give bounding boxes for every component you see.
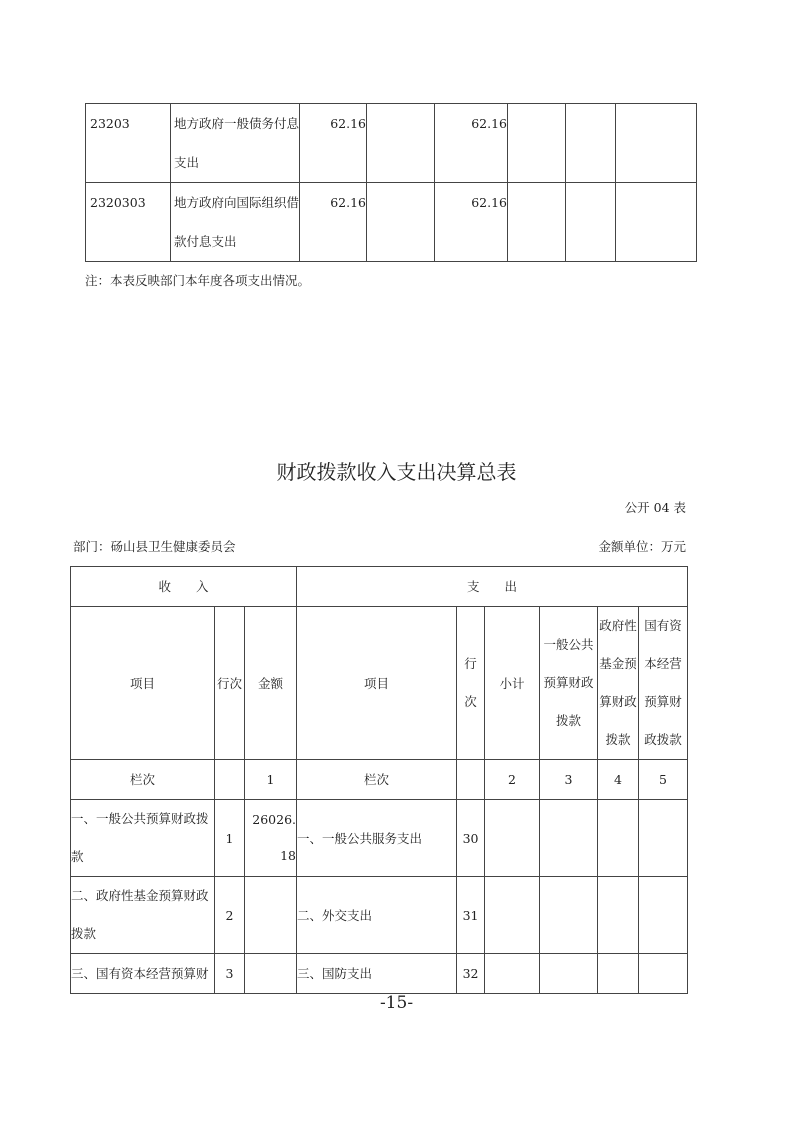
index-cell: 3 xyxy=(540,760,598,800)
col-header-state-capital: 国有资本经营预算财政拨款 xyxy=(639,607,688,760)
table-row xyxy=(71,954,688,994)
index-cell: 2 xyxy=(485,760,540,800)
income-amount xyxy=(245,954,297,994)
income-item: 二、政府性基金预算财政拨款 xyxy=(71,877,215,954)
expense-group-header: 支 出 xyxy=(297,567,688,607)
col-header-general-budget: 一般公共预算财政拨款 xyxy=(540,607,598,760)
table-note: 注：本表反映部门本年度各项支出情况。 xyxy=(85,273,311,288)
col-header-income-line: 行次 xyxy=(215,607,245,760)
expense-item: 一、一般公共服务支出 xyxy=(297,800,457,877)
index-cell xyxy=(457,760,485,800)
table-row xyxy=(86,183,697,262)
total-amount: 62.16 xyxy=(300,183,367,262)
form-code: 公开 04 表 xyxy=(624,500,686,515)
amount-cell xyxy=(566,104,616,183)
amount-cell xyxy=(367,183,435,262)
amount-cell xyxy=(508,183,566,262)
page-number: -15- xyxy=(379,993,414,1013)
index-label: 栏次 xyxy=(71,760,215,800)
fiscal-appropriation-summary-table xyxy=(70,566,688,994)
table-row xyxy=(71,800,688,877)
group-header-row xyxy=(71,567,688,607)
expense-fund xyxy=(598,954,639,994)
expense-general xyxy=(540,800,598,877)
income-amount xyxy=(245,877,297,954)
expense-line: 30 xyxy=(457,800,485,877)
index-cell: 1 xyxy=(245,760,297,800)
income-group-header: 收 入 xyxy=(71,567,297,607)
col-header-income-item: 项目 xyxy=(71,607,215,760)
col-header-gov-fund: 政府性基金预算财政拨款 xyxy=(598,607,639,760)
col-header-expense-line: 行次 xyxy=(457,607,485,760)
expense-general xyxy=(540,954,598,994)
total-amount: 62.16 xyxy=(300,104,367,183)
expense-fund xyxy=(598,800,639,877)
income-line: 1 xyxy=(215,800,245,877)
amount-cell xyxy=(616,104,697,183)
expense-line: 32 xyxy=(457,954,485,994)
page-title: 财政拨款收入支出决算总表 xyxy=(276,460,517,484)
amount-cell: 62.16 xyxy=(435,104,508,183)
income-item: 一、一般公共预算财政拨款 xyxy=(71,800,215,877)
column-header-row xyxy=(71,607,688,760)
index-label: 栏次 xyxy=(297,760,457,800)
amount-cell xyxy=(367,104,435,183)
expense-state xyxy=(639,954,688,994)
expense-subtotal xyxy=(485,800,540,877)
index-cell xyxy=(215,760,245,800)
table-row xyxy=(86,104,697,183)
expense-fund xyxy=(598,877,639,954)
income-line: 2 xyxy=(215,877,245,954)
index-cell: 4 xyxy=(598,760,639,800)
amount-cell xyxy=(566,183,616,262)
subject-name: 地方政府向国际组织借款付息支出 xyxy=(171,183,300,262)
col-header-income-amount: 金额 xyxy=(245,607,297,760)
column-index-row xyxy=(71,760,688,800)
income-amount: 26026.18 xyxy=(245,800,297,877)
income-line: 3 xyxy=(215,954,245,994)
department-label: 部门：砀山县卫生健康委员会 xyxy=(73,539,236,554)
col-header-expense-item: 项目 xyxy=(297,607,457,760)
subject-code: 23203 xyxy=(86,104,171,183)
amount-cell xyxy=(508,104,566,183)
amount-cell xyxy=(616,183,697,262)
index-cell: 5 xyxy=(639,760,688,800)
expense-general xyxy=(540,877,598,954)
amount-cell: 62.16 xyxy=(435,183,508,262)
expense-line: 31 xyxy=(457,877,485,954)
subject-code: 2320303 xyxy=(86,183,171,262)
expense-state xyxy=(639,877,688,954)
table-row xyxy=(71,877,688,954)
expense-state xyxy=(639,800,688,877)
expense-subtotal xyxy=(485,877,540,954)
subject-name: 地方政府一般债务付息支出 xyxy=(171,104,300,183)
income-item: 三、国有资本经营预算财 xyxy=(71,954,215,994)
expense-item: 二、外交支出 xyxy=(297,877,457,954)
expense-item: 三、国防支出 xyxy=(297,954,457,994)
col-header-subtotal: 小计 xyxy=(485,607,540,760)
amount-unit-label: 金额单位：万元 xyxy=(598,539,686,554)
expenditure-detail-table-continued xyxy=(85,103,697,262)
expense-subtotal xyxy=(485,954,540,994)
